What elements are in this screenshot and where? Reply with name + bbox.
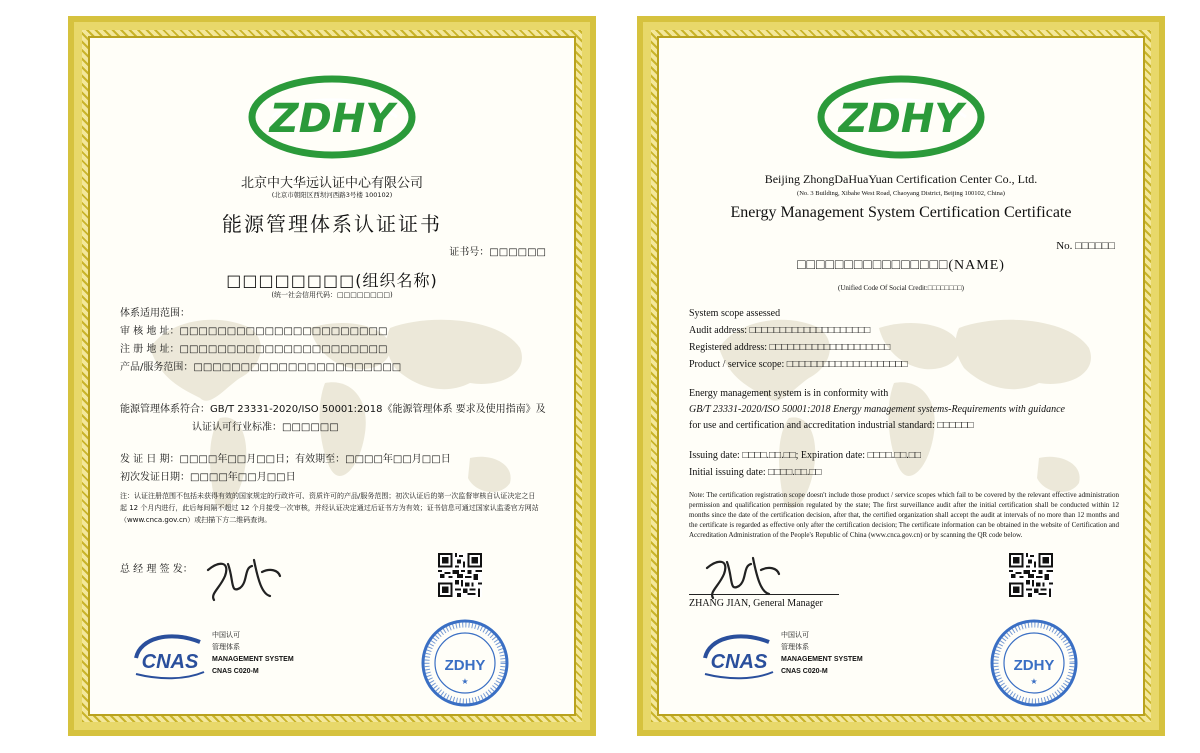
conformity-line-1: Energy management system is in conformity with — [689, 388, 889, 399]
cnas-line-3: MANAGEMENT SYSTEM — [781, 656, 863, 663]
qr-code-icon — [438, 553, 482, 597]
organization-address: (北京市朝阳区西坝河西路3号楼 100102) — [271, 191, 393, 199]
cnas-accreditation — [130, 630, 330, 690]
logo-text: ZDHY — [269, 96, 395, 142]
organization-name: 北京中大华远认证中心有限公司 — [240, 176, 423, 191]
cnas-line-1: 中国认可 — [212, 632, 240, 639]
zdhy-logo-icon — [816, 74, 986, 160]
organization-address: (No. 3 Building, Xibahe West Road, Chaoyang District, Beijing 100102, China) — [797, 190, 1005, 197]
conformity-line-2: 认证认可行业标准：□□□□□□ — [192, 422, 339, 433]
cnas-text — [781, 630, 863, 678]
client-name: □□□□□□□□□□□□□□□□(NAME) — [797, 258, 1005, 273]
initial-issue-date: Initial issuing date: □□□□.□□.□□ — [689, 467, 822, 478]
certificate-note: Note: The certification registration scope doesn't include those product / service scopes which fail to be covered by the relevant effective administration permission and qualification permission regulated by the state; The first surveillance audit after the initial certification shall be conducted within 12 months since the date of the certification decision, after that, the certified organization shall accept the audit at intervals of no more than 12 months and the certificate is regarded as effective only after the certification decision; The certificate information can be obtained in the website of Certification and Accreditation Administration of the People's Republic of China (www.cnca.gov.cn) or by scanning the QR code below. — [689, 491, 1119, 539]
audit-address: 审 核 地 址：□□□□□□□□□□□□□□□□□□□□□□ — [120, 326, 388, 337]
svg-text:★: ★ — [1030, 677, 1038, 686]
manager-label: ZHANG JIAN, General Manager — [689, 598, 823, 609]
cnas-text — [212, 630, 294, 678]
issue-date: Issuing date: □□□□.□□.□□; Expiration date: □□□□.□□.□□ — [689, 450, 921, 461]
credit-code: (Unified Code Of Social Credit:□□□□□□□□) — [838, 284, 964, 292]
certificate-number: 证书号：□□□□□□ — [449, 247, 546, 258]
product-scope: Product / service scope: □□□□□□□□□□□□□□□□□□□□ — [689, 359, 908, 370]
registered-address: Registered address: □□□□□□□□□□□□□□□□□□□□ — [689, 342, 891, 353]
issue-date: 发 证 日 期：□□□□年□□月□□日；有效期至：□□□□年□□月□□日 — [120, 454, 451, 465]
zdhy-logo-icon — [247, 74, 417, 160]
seal-text: ZDHY — [444, 657, 486, 674]
cnas-accreditation — [699, 630, 899, 690]
certificate-note: 注：认证注册范围不包括未获得有效的国家规定的行政许可、资质许可的产品/服务范围；初次认证后的第一次监督审核自认证决定之日起 12 个月内进行，此后每间隔不超过 12 个月接受一次审核，并经认证决定通过后证书方为有效；证书信息可通过国家认监委官方网站（www.cnca.gov.cn）或扫描下方二维码查询。 — [120, 492, 539, 524]
certificate-english — [637, 16, 1165, 736]
qr-code-icon — [1009, 553, 1053, 597]
cnas-line-2: 管理体系 — [212, 644, 240, 651]
cnas-line-4: CNAS C020-M — [781, 668, 828, 675]
certificate-chinese — [68, 16, 596, 736]
cnas-line-4: CNAS C020-M — [212, 668, 259, 675]
product-scope: 产品/服务范围：□□□□□□□□□□□□□□□□□□□□□□ — [120, 362, 402, 373]
initial-issue-date: 初次发证日期：□□□□年□□月□□日 — [120, 472, 296, 483]
logo-text: ZDHY — [838, 96, 964, 142]
zdhy-seal-icon — [989, 618, 1079, 708]
cnas-line-1: 中国认可 — [781, 632, 809, 639]
certificate-body — [88, 36, 576, 716]
certificate-body — [657, 36, 1145, 716]
zdhy-seal-icon — [420, 618, 510, 708]
credit-code: (统一社会信用代码：□□□□□□□□) — [271, 291, 393, 299]
conformity-line-2: GB/T 23331-2020/ISO 50001:2018 Energy management systems-Requirements with guidance — [689, 404, 1065, 415]
certificate-title: 能源管理体系认证证书 — [222, 212, 442, 236]
cnas-line-3: MANAGEMENT SYSTEM — [212, 656, 294, 663]
svg-text:CNAS: CNAS — [710, 651, 768, 673]
scope-label: System scope assessed — [689, 308, 781, 319]
registered-address: 注 册 地 址：□□□□□□□□□□□□□□□□□□□□□□ — [120, 344, 388, 355]
signature-line — [689, 594, 839, 595]
signature-image — [200, 550, 290, 606]
certificate-number: No. □□□□□□ — [1056, 240, 1115, 252]
svg-text:★: ★ — [461, 677, 469, 686]
audit-address: Audit address: □□□□□□□□□□□□□□□□□□□□ — [689, 325, 871, 336]
conformity-line-3: for use and certification and accreditation industrial standard: □□□□□□ — [689, 420, 974, 431]
manager-label: 总 经 理 签 发： — [120, 564, 193, 575]
cnas-logo-icon — [699, 630, 779, 682]
seal-text: ZDHY — [1013, 657, 1055, 674]
certificate-title: Energy Management System Certification Certificate — [730, 204, 1072, 221]
cnas-logo-icon — [130, 630, 210, 682]
conformity-line-1: 能源管理体系符合：GB/T 23331-2020/ISO 50001:2018《能源管理体系 要求及使用指南》及 — [120, 404, 546, 415]
svg-text:CNAS: CNAS — [141, 651, 199, 673]
cnas-line-2: 管理体系 — [781, 644, 809, 651]
client-name: □□□□□□□□(组织名称) — [226, 271, 438, 290]
signature-image — [699, 548, 789, 604]
scope-label: 体系适用范围： — [120, 308, 190, 319]
organization-name: Beijing ZhongDaHuaYuan Certification Center Co., Ltd. — [764, 172, 1038, 186]
